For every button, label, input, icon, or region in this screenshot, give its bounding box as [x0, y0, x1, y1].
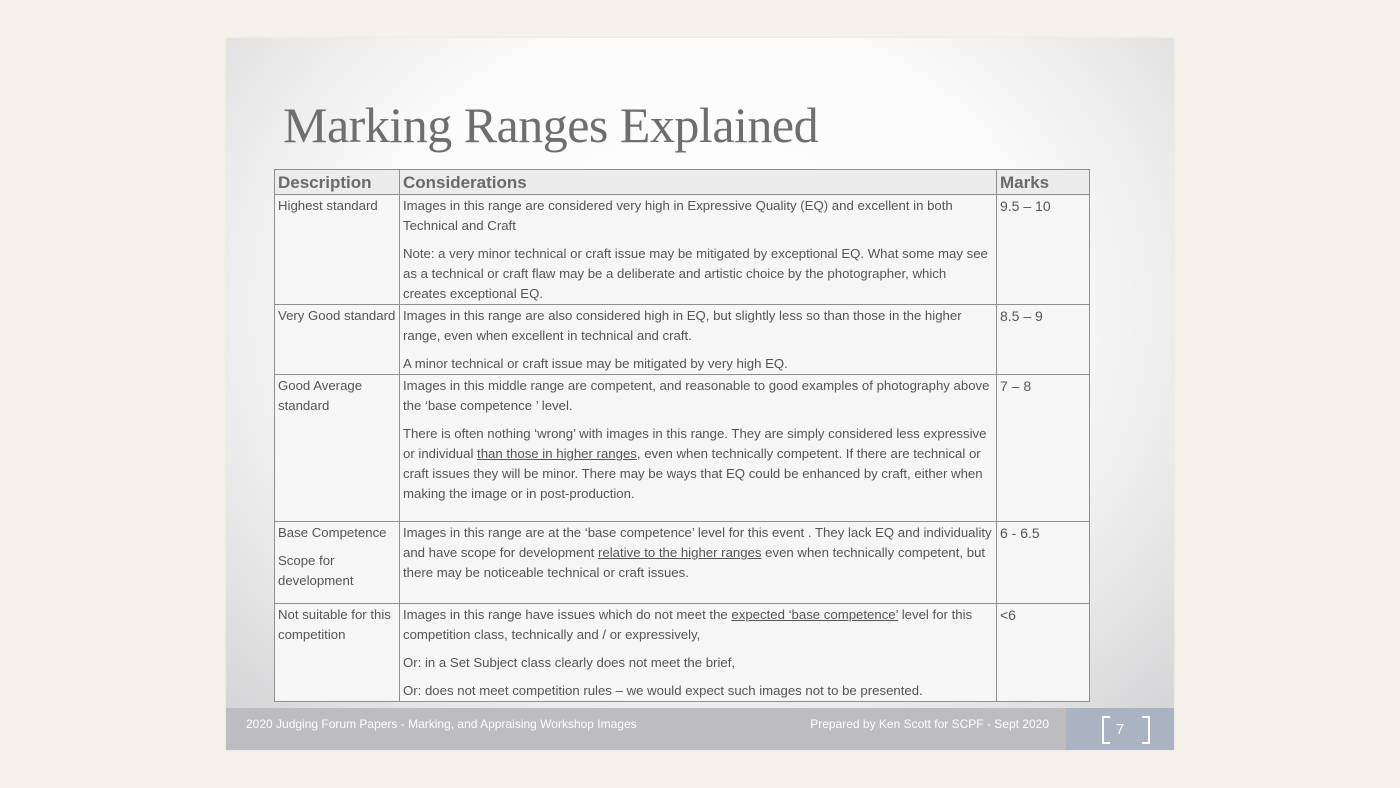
table-header-row	[275, 170, 1090, 195]
considerations-text: There is often nothing ‘wrong’ with images in this range. They are simply considered less expressive or individual	[403, 426, 987, 461]
considerations-paragraph	[403, 196, 993, 236]
description-text: Highest standard	[278, 198, 378, 213]
considerations-text: Or: in a Set Subject class clearly does not meet the brief,	[403, 655, 736, 670]
considerations-text: Images in this range are at the ‘base competence’ level for this event . They lack EQ and individuality and have scope for development	[403, 525, 992, 560]
slide-title: Marking Ranges Explained	[283, 97, 819, 153]
row-description	[275, 375, 400, 522]
page-number-box	[1066, 708, 1174, 750]
considerations-text: Or: does not meet competition rules – we would expect such images not to be presented.	[403, 683, 923, 698]
table-row	[275, 305, 1090, 375]
considerations-text: Note: a very minor technical or craft issue may be mitigated by exceptional EQ. What some may see as a technical or craft flaw may be a deliberate and artistic choice by the photographer, which creates exceptional EQ.	[403, 246, 988, 301]
marking-ranges-table	[274, 169, 1090, 702]
header-considerations: Considerations	[400, 170, 997, 195]
row-marks: <6	[997, 604, 1090, 702]
considerations-paragraph	[403, 306, 993, 346]
footer-bar	[226, 708, 1066, 750]
row-description	[275, 522, 400, 604]
considerations-text: Images in this range have issues which do not meet the	[403, 607, 732, 622]
description-text: Scope for development	[278, 553, 354, 588]
row-marks: 6 - 6.5	[997, 522, 1090, 604]
footer-left-text: 2020 Judging Forum Papers - Marking, and Appraising Workshop Images	[246, 717, 637, 731]
underlined-text: expected ‘base competence’	[731, 607, 899, 622]
considerations-paragraph	[403, 681, 993, 701]
considerations-paragraph	[403, 605, 993, 645]
table-body	[275, 195, 1090, 702]
row-considerations	[400, 375, 997, 522]
table-row	[275, 375, 1090, 522]
description-text: Good Average standard	[278, 378, 363, 413]
underlined-text: relative to the higher ranges	[598, 545, 762, 560]
considerations-paragraph	[403, 653, 993, 673]
page-number: 7	[1115, 721, 1125, 738]
row-marks: 7 – 8	[997, 375, 1090, 522]
row-marks: 8.5 – 9	[997, 305, 1090, 375]
considerations-text: Images in this middle range are competent, and reasonable to good examples of photography above the ‘base competence ’ level.	[403, 378, 990, 413]
row-description	[275, 604, 400, 702]
considerations-text: even when technically competent, but there may be noticeable technical or craft issues.	[403, 545, 986, 580]
considerations-paragraph	[403, 376, 993, 416]
description-text: Base Competence	[278, 525, 387, 540]
considerations-paragraph	[403, 424, 993, 504]
row-considerations	[400, 522, 997, 604]
considerations-text: Images in this range are considered very high in Expressive Quality (EQ) and excellent in both Technical and Craft	[403, 198, 953, 233]
considerations-paragraph	[403, 354, 993, 374]
slide	[226, 38, 1174, 750]
right-bracket-icon	[1142, 716, 1150, 744]
table-row	[275, 604, 1090, 702]
considerations-paragraph	[403, 244, 993, 304]
footer-right-text: Prepared by Ken Scott for SCPF - Sept 2020	[810, 717, 1049, 731]
row-description	[275, 305, 400, 375]
header-marks: Marks	[997, 170, 1090, 195]
considerations-paragraph	[403, 523, 993, 583]
row-considerations	[400, 305, 997, 375]
considerations-text: level for this competition class, technically and / or expressively,	[403, 607, 973, 642]
table-row	[275, 195, 1090, 305]
considerations-text: A minor technical or craft issue may be mitigated by very high EQ.	[403, 356, 788, 371]
description-text: Not suitable for this competition	[278, 607, 391, 642]
row-description	[275, 195, 400, 305]
considerations-text: Images in this range are also considered high in EQ, but slightly less so than those in the higher range, even when excellent in technical and craft.	[403, 308, 962, 343]
header-description: Description	[275, 170, 400, 195]
table-row	[275, 522, 1090, 604]
considerations-text: , even when technically competent. If there are technical or craft issues they will be minor. There may be ways that EQ could be enhanced by craft, either when making the image or in post-production.	[403, 446, 983, 501]
row-considerations	[400, 195, 997, 305]
row-marks: 9.5 – 10	[997, 195, 1090, 305]
description-text: Very Good standard	[278, 308, 396, 323]
underlined-text: than those in higher ranges	[477, 446, 637, 461]
row-considerations	[400, 604, 997, 702]
